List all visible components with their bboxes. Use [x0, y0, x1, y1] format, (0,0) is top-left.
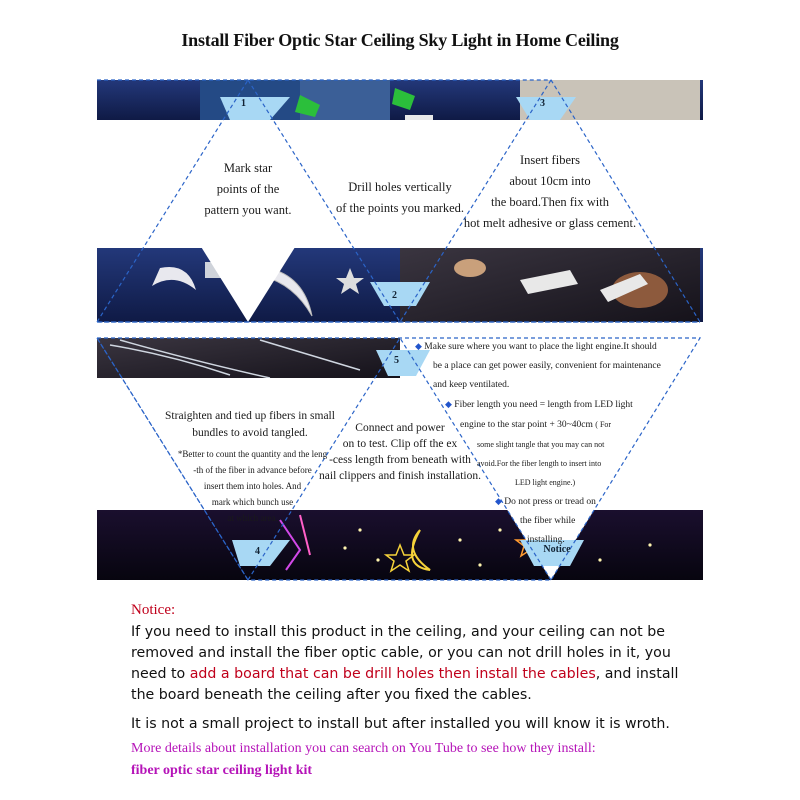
page-title: Install Fiber Optic Star Ceiling Sky Light in Home Ceiling — [181, 30, 619, 50]
notice-paragraph — [131, 622, 691, 706]
step-5-line: on to test. Clip off the ex — [342, 438, 458, 450]
step-5-line: nail clippers and finish installation. — [319, 470, 481, 482]
step-1-line: points of the — [216, 182, 280, 196]
notice-line: installing. — [527, 535, 565, 545]
step-1-line: pattern you want. — [204, 203, 292, 217]
search-keyword: fiber optic star ceiling light kit — [131, 763, 313, 778]
step-2-line: of the points you marked. — [335, 201, 465, 215]
notice-line: and keep ventilated. — [433, 380, 510, 390]
lower-top-photo-strip — [97, 338, 400, 378]
step-3-text — [440, 150, 660, 234]
diamond-bullet-icon: ◆ — [415, 341, 422, 351]
notice-section — [131, 600, 691, 735]
step-2-number: 2 — [392, 290, 397, 301]
notice-title: Notice: — [131, 602, 176, 618]
notice-line: the fiber while — [520, 516, 576, 526]
step-2-line: Drill holes vertically — [348, 180, 452, 194]
notice-line: avoid.For the fiber length to insert into — [477, 459, 602, 468]
notice-line: some slight tangle that you may can not — [477, 440, 605, 449]
step-4-note-line: at which area. — [227, 513, 278, 523]
notice-line: Fiber length you need = length from LED light — [454, 400, 633, 410]
step-5-line: -cess length from beneath with — [329, 454, 471, 466]
notice-highlight: add a board that can be drill holes then install the cables — [189, 666, 596, 682]
diamond-bullet-icon: ◆ — [495, 496, 502, 506]
step-5-line: Connect and power — [355, 422, 445, 434]
notice-line: engine to the star point + 30~40cm — [460, 420, 593, 430]
notice-line: be a place can get power easily, convenient for maintenance — [433, 361, 661, 371]
notice-line: Make sure where you want to place the light engine.It should — [424, 342, 657, 352]
step-5-number: 5 — [394, 355, 399, 366]
diamond-bullet-icon: ◆ — [445, 399, 452, 409]
more-details-line: More details about installation you can search on You Tube to see how they install: — [131, 741, 596, 756]
step-3-number: 3 — [540, 98, 545, 109]
notice-text: , and install the board beneath the ceiling after you fixed the cables. — [131, 666, 679, 703]
step-3-line: hot melt adhesive or glass cement. — [463, 216, 637, 230]
step-4-number: 4 — [255, 546, 260, 557]
notice-triangle-text — [415, 337, 695, 550]
step-4-note-line: -th of the fiber in advance before — [193, 465, 312, 475]
notice-triangle-label: Notice — [543, 544, 571, 555]
notice-line: Do not press or tread on — [504, 497, 596, 507]
step-1-number: 1 — [241, 98, 246, 109]
step-4-line: bundles to avoid tangled. — [192, 427, 308, 439]
notice-paragraph-2: It is not a small project to install but after installed you will know it is wroth. — [131, 716, 670, 732]
step-1-text — [168, 158, 328, 221]
step-4-note-line: insert them into holes. And — [203, 481, 302, 491]
step-4-note-line: mark which bunch use — [211, 497, 294, 507]
step-3-line: the board.Then fix with — [490, 195, 610, 209]
step-4-line: Straighten and tied up fibers in small — [165, 410, 335, 422]
step-1-line: Mark star — [223, 161, 273, 175]
step-3-line: about 10cm into — [509, 174, 591, 188]
notice-text: If you need to install this product in the ceiling, and your ceiling can not be removed and install the fiber optic cable, or you can not drill holes in it, you need to — [131, 624, 671, 682]
more-details — [131, 738, 751, 782]
notice-line: ( For — [595, 420, 612, 429]
notice-line: LED light engine.) — [515, 478, 576, 487]
step-4-note-line: *Better to count the quantity and the leng — [177, 449, 328, 459]
step-3-line: Insert fibers — [519, 153, 581, 167]
